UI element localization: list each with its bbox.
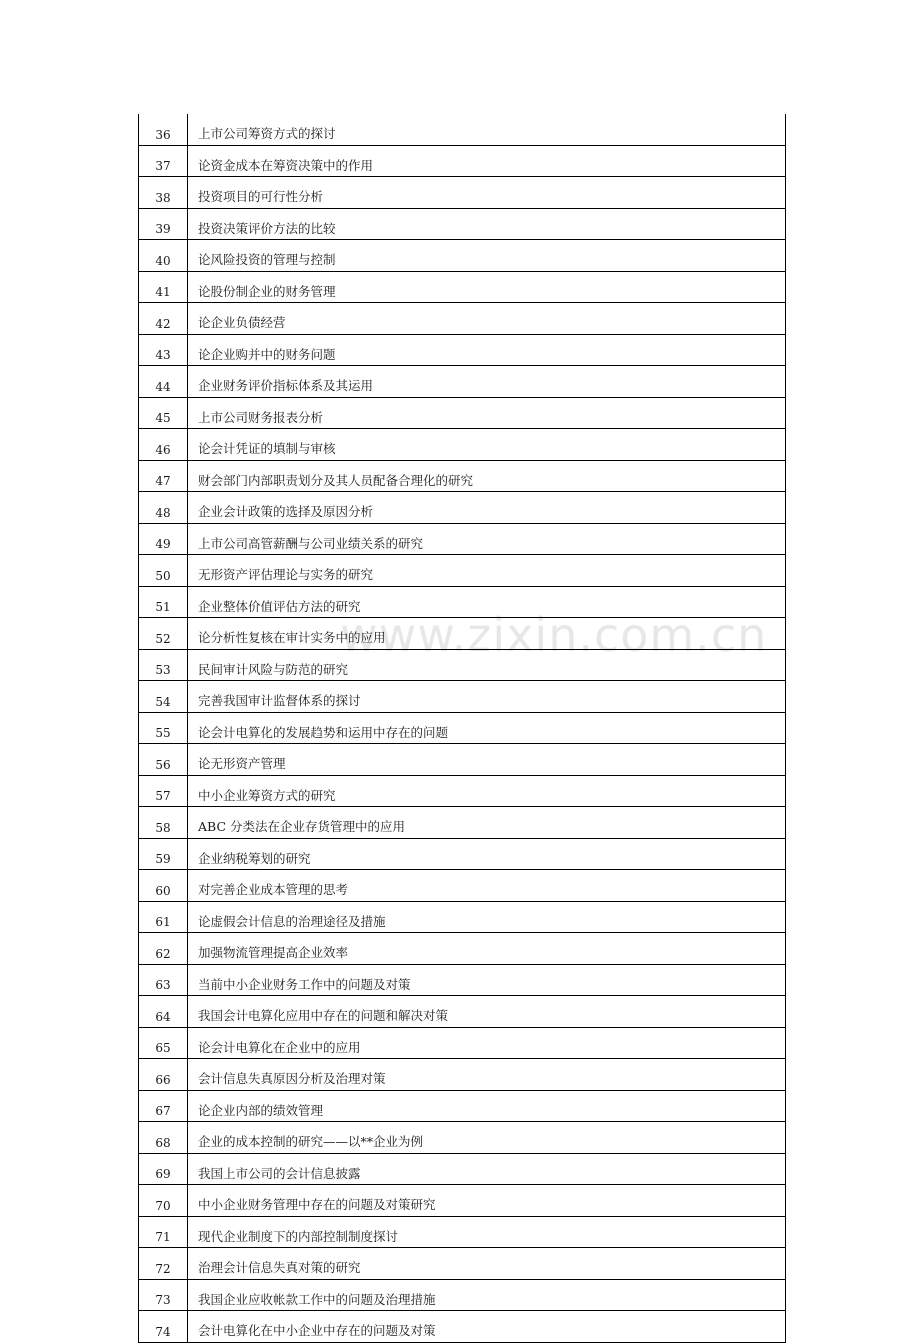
row-number: 74 (139, 1311, 188, 1343)
row-title: 财会部门内部职责划分及其人员配备合理化的研究 (188, 460, 786, 492)
row-title: 会计电算化在中小企业中存在的问题及对策 (188, 1311, 786, 1343)
table-row (139, 964, 786, 996)
row-number: 51 (139, 586, 188, 618)
table-row (139, 1185, 786, 1217)
table-row (139, 618, 786, 650)
row-title: 中小企业财务管理中存在的问题及对策研究 (188, 1185, 786, 1217)
row-number: 43 (139, 334, 188, 366)
row-title: 民间审计风险与防范的研究 (188, 649, 786, 681)
row-title: 我国会计电算化应用中存在的问题和解决对策 (188, 996, 786, 1028)
row-title: 论会计电算化的发展趋势和运用中存在的问题 (188, 712, 786, 744)
row-title: 完善我国审计监督体系的探讨 (188, 681, 786, 713)
row-title: 论风险投资的管理与控制 (188, 240, 786, 272)
table-row (139, 334, 786, 366)
table-row (139, 681, 786, 713)
row-number: 64 (139, 996, 188, 1028)
row-title: 我国上市公司的会计信息披露 (188, 1153, 786, 1185)
table-row (139, 177, 786, 209)
table-row (139, 744, 786, 776)
table-row (139, 208, 786, 240)
table-row (139, 303, 786, 335)
table-row (139, 1153, 786, 1185)
table-row (139, 429, 786, 461)
table-row (139, 933, 786, 965)
row-number: 48 (139, 492, 188, 524)
row-number: 66 (139, 1059, 188, 1091)
table-row (139, 397, 786, 429)
row-number: 60 (139, 870, 188, 902)
table-row (139, 838, 786, 870)
table-row (139, 271, 786, 303)
row-title: 加强物流管理提高企业效率 (188, 933, 786, 965)
row-title: 对完善企业成本管理的思考 (188, 870, 786, 902)
row-number: 72 (139, 1248, 188, 1280)
table-row (139, 1248, 786, 1280)
row-title: 企业整体价值评估方法的研究 (188, 586, 786, 618)
row-title: 企业纳税筹划的研究 (188, 838, 786, 870)
table-row (139, 712, 786, 744)
row-title: 上市公司筹资方式的探讨 (188, 114, 786, 145)
row-number: 62 (139, 933, 188, 965)
row-title: 论资金成本在筹资决策中的作用 (188, 145, 786, 177)
table-row (139, 1122, 786, 1154)
row-title: 论分析性复核在审计实务中的应用 (188, 618, 786, 650)
row-title: 论会计电算化在企业中的应用 (188, 1027, 786, 1059)
row-number: 37 (139, 145, 188, 177)
row-number: 41 (139, 271, 188, 303)
row-title: 论股份制企业的财务管理 (188, 271, 786, 303)
row-number: 45 (139, 397, 188, 429)
table-row (139, 1279, 786, 1311)
row-number: 58 (139, 807, 188, 839)
row-number: 52 (139, 618, 188, 650)
table-row (139, 775, 786, 807)
row-title: 论企业购并中的财务问题 (188, 334, 786, 366)
row-title: 论无形资产管理 (188, 744, 786, 776)
row-number: 59 (139, 838, 188, 870)
row-number: 54 (139, 681, 188, 713)
row-number: 63 (139, 964, 188, 996)
row-number: 49 (139, 523, 188, 555)
row-number: 70 (139, 1185, 188, 1217)
row-number: 55 (139, 712, 188, 744)
row-number: 67 (139, 1090, 188, 1122)
row-title: 治理会计信息失真对策的研究 (188, 1248, 786, 1280)
table-row (139, 492, 786, 524)
row-number: 38 (139, 177, 188, 209)
table-row (139, 114, 786, 145)
table-row (139, 1059, 786, 1091)
row-title: 企业的成本控制的研究——以**企业为例 (188, 1122, 786, 1154)
row-title: 投资决策评价方法的比较 (188, 208, 786, 240)
row-number: 57 (139, 775, 188, 807)
row-number: 68 (139, 1122, 188, 1154)
row-number: 61 (139, 901, 188, 933)
table-row (139, 649, 786, 681)
table-row (139, 1311, 786, 1343)
row-title: 上市公司财务报表分析 (188, 397, 786, 429)
table-row (139, 460, 786, 492)
row-number: 44 (139, 366, 188, 398)
row-title: 现代企业制度下的内部控制制度探讨 (188, 1216, 786, 1248)
table-row (139, 523, 786, 555)
row-number: 46 (139, 429, 188, 461)
table-row (139, 1027, 786, 1059)
watermark: www.zixin.com.cn (340, 608, 768, 662)
row-title: 论虚假会计信息的治理途径及措施 (188, 901, 786, 933)
row-number: 73 (139, 1279, 188, 1311)
row-number: 71 (139, 1216, 188, 1248)
row-title: 论会计凭证的填制与审核 (188, 429, 786, 461)
row-number: 53 (139, 649, 188, 681)
table-row (139, 807, 786, 839)
table-row (139, 870, 786, 902)
row-title: 我国企业应收帐款工作中的问题及治理措施 (188, 1279, 786, 1311)
row-title: ABC 分类法在企业存货管理中的应用 (188, 807, 786, 839)
row-title: 论企业内部的绩效管理 (188, 1090, 786, 1122)
row-title: 投资项目的可行性分析 (188, 177, 786, 209)
table-row (139, 366, 786, 398)
table-row (139, 145, 786, 177)
table-row (139, 901, 786, 933)
row-title: 中小企业筹资方式的研究 (188, 775, 786, 807)
row-title: 企业财务评价指标体系及其运用 (188, 366, 786, 398)
table-row (139, 996, 786, 1028)
table-row (139, 240, 786, 272)
table-row (139, 555, 786, 587)
row-title: 当前中小企业财务工作中的问题及对策 (188, 964, 786, 996)
table-row (139, 586, 786, 618)
topics-table (138, 114, 786, 1343)
row-number: 36 (139, 114, 188, 145)
table-row (139, 1216, 786, 1248)
row-number: 40 (139, 240, 188, 272)
row-number: 69 (139, 1153, 188, 1185)
row-number: 65 (139, 1027, 188, 1059)
row-title: 上市公司高管薪酬与公司业绩关系的研究 (188, 523, 786, 555)
row-title: 论企业负债经营 (188, 303, 786, 335)
topics-table-body (139, 114, 786, 1342)
row-title: 企业会计政策的选择及原因分析 (188, 492, 786, 524)
row-number: 39 (139, 208, 188, 240)
row-number: 56 (139, 744, 188, 776)
row-number: 47 (139, 460, 188, 492)
row-number: 50 (139, 555, 188, 587)
table-row (139, 1090, 786, 1122)
row-title: 无形资产评估理论与实务的研究 (188, 555, 786, 587)
row-number: 42 (139, 303, 188, 335)
row-title: 会计信息失真原因分析及治理对策 (188, 1059, 786, 1091)
